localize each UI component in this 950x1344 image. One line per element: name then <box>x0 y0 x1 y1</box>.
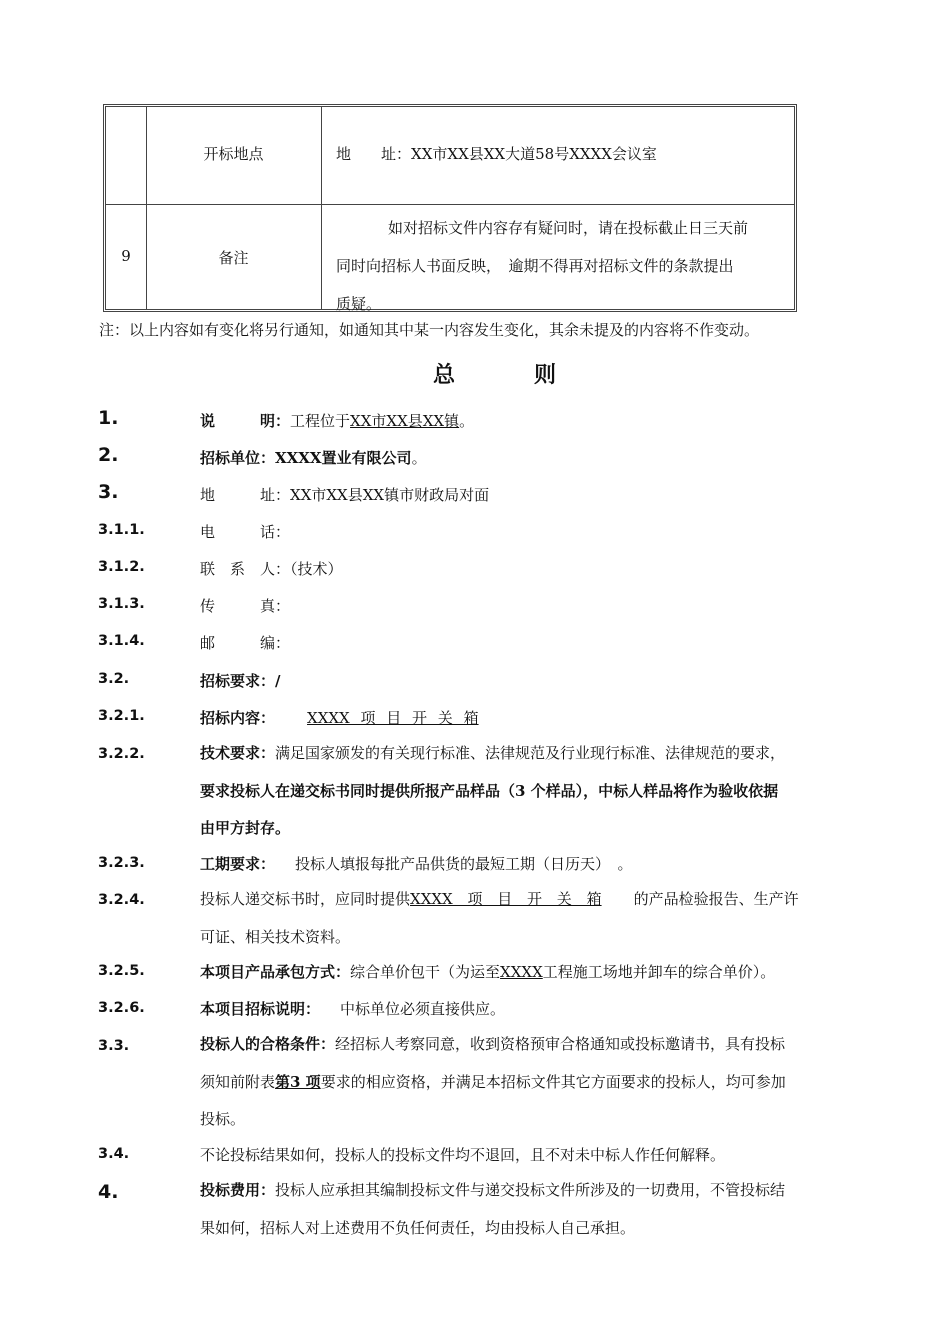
item-phone: 电 话： <box>200 523 291 541</box>
item-number: 3.2.2. <box>98 746 145 762</box>
table-label-bid-opening-location: 开标地点 <box>203 145 264 163</box>
address-value: XX市XX县XX大道58号XXXX会议室 <box>411 145 657 163</box>
item-label: 地 址： <box>200 486 291 504</box>
item-number: 3.2.6. <box>98 1000 145 1016</box>
table-col-divider <box>321 107 322 309</box>
item-text: 的产品检验报告、生产许 <box>633 890 799 908</box>
item-text: 投标人填报每批产品供货的最短工期（日历天） 。 <box>295 855 633 873</box>
item-label: 技术要求： <box>200 744 276 762</box>
item-text: 要求投标人在递交标书同时提供所报产品样品（3 个样品），中标人样品将作为验收依据 <box>200 781 779 800</box>
item-number: 3.1.3. <box>98 596 145 612</box>
item-number: 1. <box>98 407 119 429</box>
item-requirements: 招标要求：/ <box>200 672 281 690</box>
table-label-remarks: 备注 <box>218 249 249 267</box>
item-number: 4. <box>98 1181 119 1203</box>
item-label: 招标内容： <box>200 709 276 727</box>
address-label-1: 地 <box>336 145 352 163</box>
item-reference: 第3 项 <box>275 1072 321 1091</box>
info-table <box>103 104 797 312</box>
item-schedule <box>200 853 633 874</box>
item-text: 投标。 <box>200 1110 246 1128</box>
item-label: 本项目招标说明： <box>200 1000 321 1018</box>
item-text: 满足国家颁发的有关现行标准、法律规范及行业现行标准、法律规范的要求， <box>275 744 786 762</box>
item-number: 3.1.2. <box>98 559 145 575</box>
item-label: 投标费用： <box>200 1181 276 1199</box>
item-number: 3.2.5. <box>98 963 145 979</box>
address-label-2: 址： <box>381 145 412 163</box>
item-text: 工程施工场地并卸车的综合单价）。 <box>542 963 776 981</box>
item-text: 中标单位必须直接供应。 <box>340 1000 506 1018</box>
table-content-address <box>336 143 657 164</box>
item-text: 。 <box>459 412 475 430</box>
item-text: XX市XX县XX镇市财政局对面 <box>290 486 490 504</box>
item-return-policy: 不论投标结果如何，投标人的投标文件均不退回，且不对未中标人作任何解释。 <box>200 1146 726 1164</box>
remarks-line: 同时向招标人书面反映， 逾期不得再对招标文件的条款提出 <box>336 257 734 275</box>
item-number: 3.2.4. <box>98 892 145 908</box>
item-text: 综合单价包干（为运至 <box>350 963 501 981</box>
section-title-left: 总 <box>433 362 456 388</box>
table-col-divider <box>146 107 147 309</box>
item-fax: 传 真： <box>200 597 291 615</box>
item-number: 2. <box>98 444 119 466</box>
item-text: 。 <box>411 449 427 467</box>
item-text: 投标人应承担其编制投标文件与递交投标文件所涉及的一切费用，不管投标结 <box>275 1181 786 1199</box>
item-text: 经招标人考察同意，收到资格预审合格通知或投标邀请书，具有投标 <box>335 1035 786 1053</box>
item-number: 3.2.1. <box>98 708 145 724</box>
product-name: XXXX 项 目 开 关 箱 <box>410 890 602 908</box>
table-footnote: 注：以上内容如有变化将另行通知，如通知其中某一内容发生变化，其余未提及的内容将不作变动。 <box>99 321 760 339</box>
item-address <box>200 484 489 505</box>
item-text: 投标人递交标书时，应同时提供 <box>200 890 411 908</box>
item-label: 本项目产品承包方式： <box>200 963 351 981</box>
item-tenderer <box>200 447 427 468</box>
item-number: 3.2. <box>98 671 130 687</box>
item-description <box>200 410 474 431</box>
item-qualification <box>200 1026 854 1139</box>
item-text: 工程位于 <box>290 412 351 430</box>
item-postcode: 邮 编： <box>200 634 291 652</box>
item-text: 须知前附表 <box>200 1072 276 1091</box>
table-content-remarks <box>336 209 796 323</box>
item-text: 由甲方封存。 <box>200 819 291 837</box>
item-tender-content <box>200 707 521 728</box>
item-documents <box>200 881 854 956</box>
item-text: 果如何，招标人对上述费用不负任何责任，均由投标人自己承担。 <box>200 1218 636 1237</box>
table-row-number: 9 <box>121 247 131 265</box>
item-label: 招标单位：XXXX置业有限公司 <box>200 449 412 467</box>
section-title-right: 则 <box>534 362 557 388</box>
item-bid-costs <box>200 1172 854 1247</box>
item-contract-mode <box>200 961 775 982</box>
item-number: 3.3. <box>98 1038 130 1054</box>
item-contact: 联 系 人：（技术） <box>200 560 343 578</box>
item-tender-notes <box>200 998 505 1019</box>
remarks-line: 质疑。 <box>336 295 382 313</box>
remarks-line: 如对招标文件内容存有疑问时，请在投标截止日三天前 <box>388 219 749 237</box>
item-number: 3. <box>98 481 119 503</box>
table-row-divider <box>106 204 794 205</box>
watermark <box>300 575 352 630</box>
item-label: 投标人的合格条件： <box>200 1035 336 1053</box>
item-number: 3.1.4. <box>98 633 145 649</box>
item-number: 3.1.1. <box>98 522 145 538</box>
item-text: XXXX <box>500 963 543 981</box>
project-location: XX市XX县XX镇 <box>350 412 460 430</box>
item-label: 工期要求： <box>200 855 276 873</box>
item-number: 3.2.3. <box>98 855 145 871</box>
item-label: 说 明： <box>200 412 291 430</box>
item-technical-requirements <box>200 735 854 848</box>
item-text: 可证、相关技术资料。 <box>200 927 351 946</box>
tender-content-value: XXXX 项 目 开 关 箱 <box>307 709 479 727</box>
item-number: 3.4. <box>98 1146 130 1162</box>
item-text: 要求的相应资格，并满足本招标文件其它方面要求的投标人，均可参加 <box>320 1072 786 1091</box>
